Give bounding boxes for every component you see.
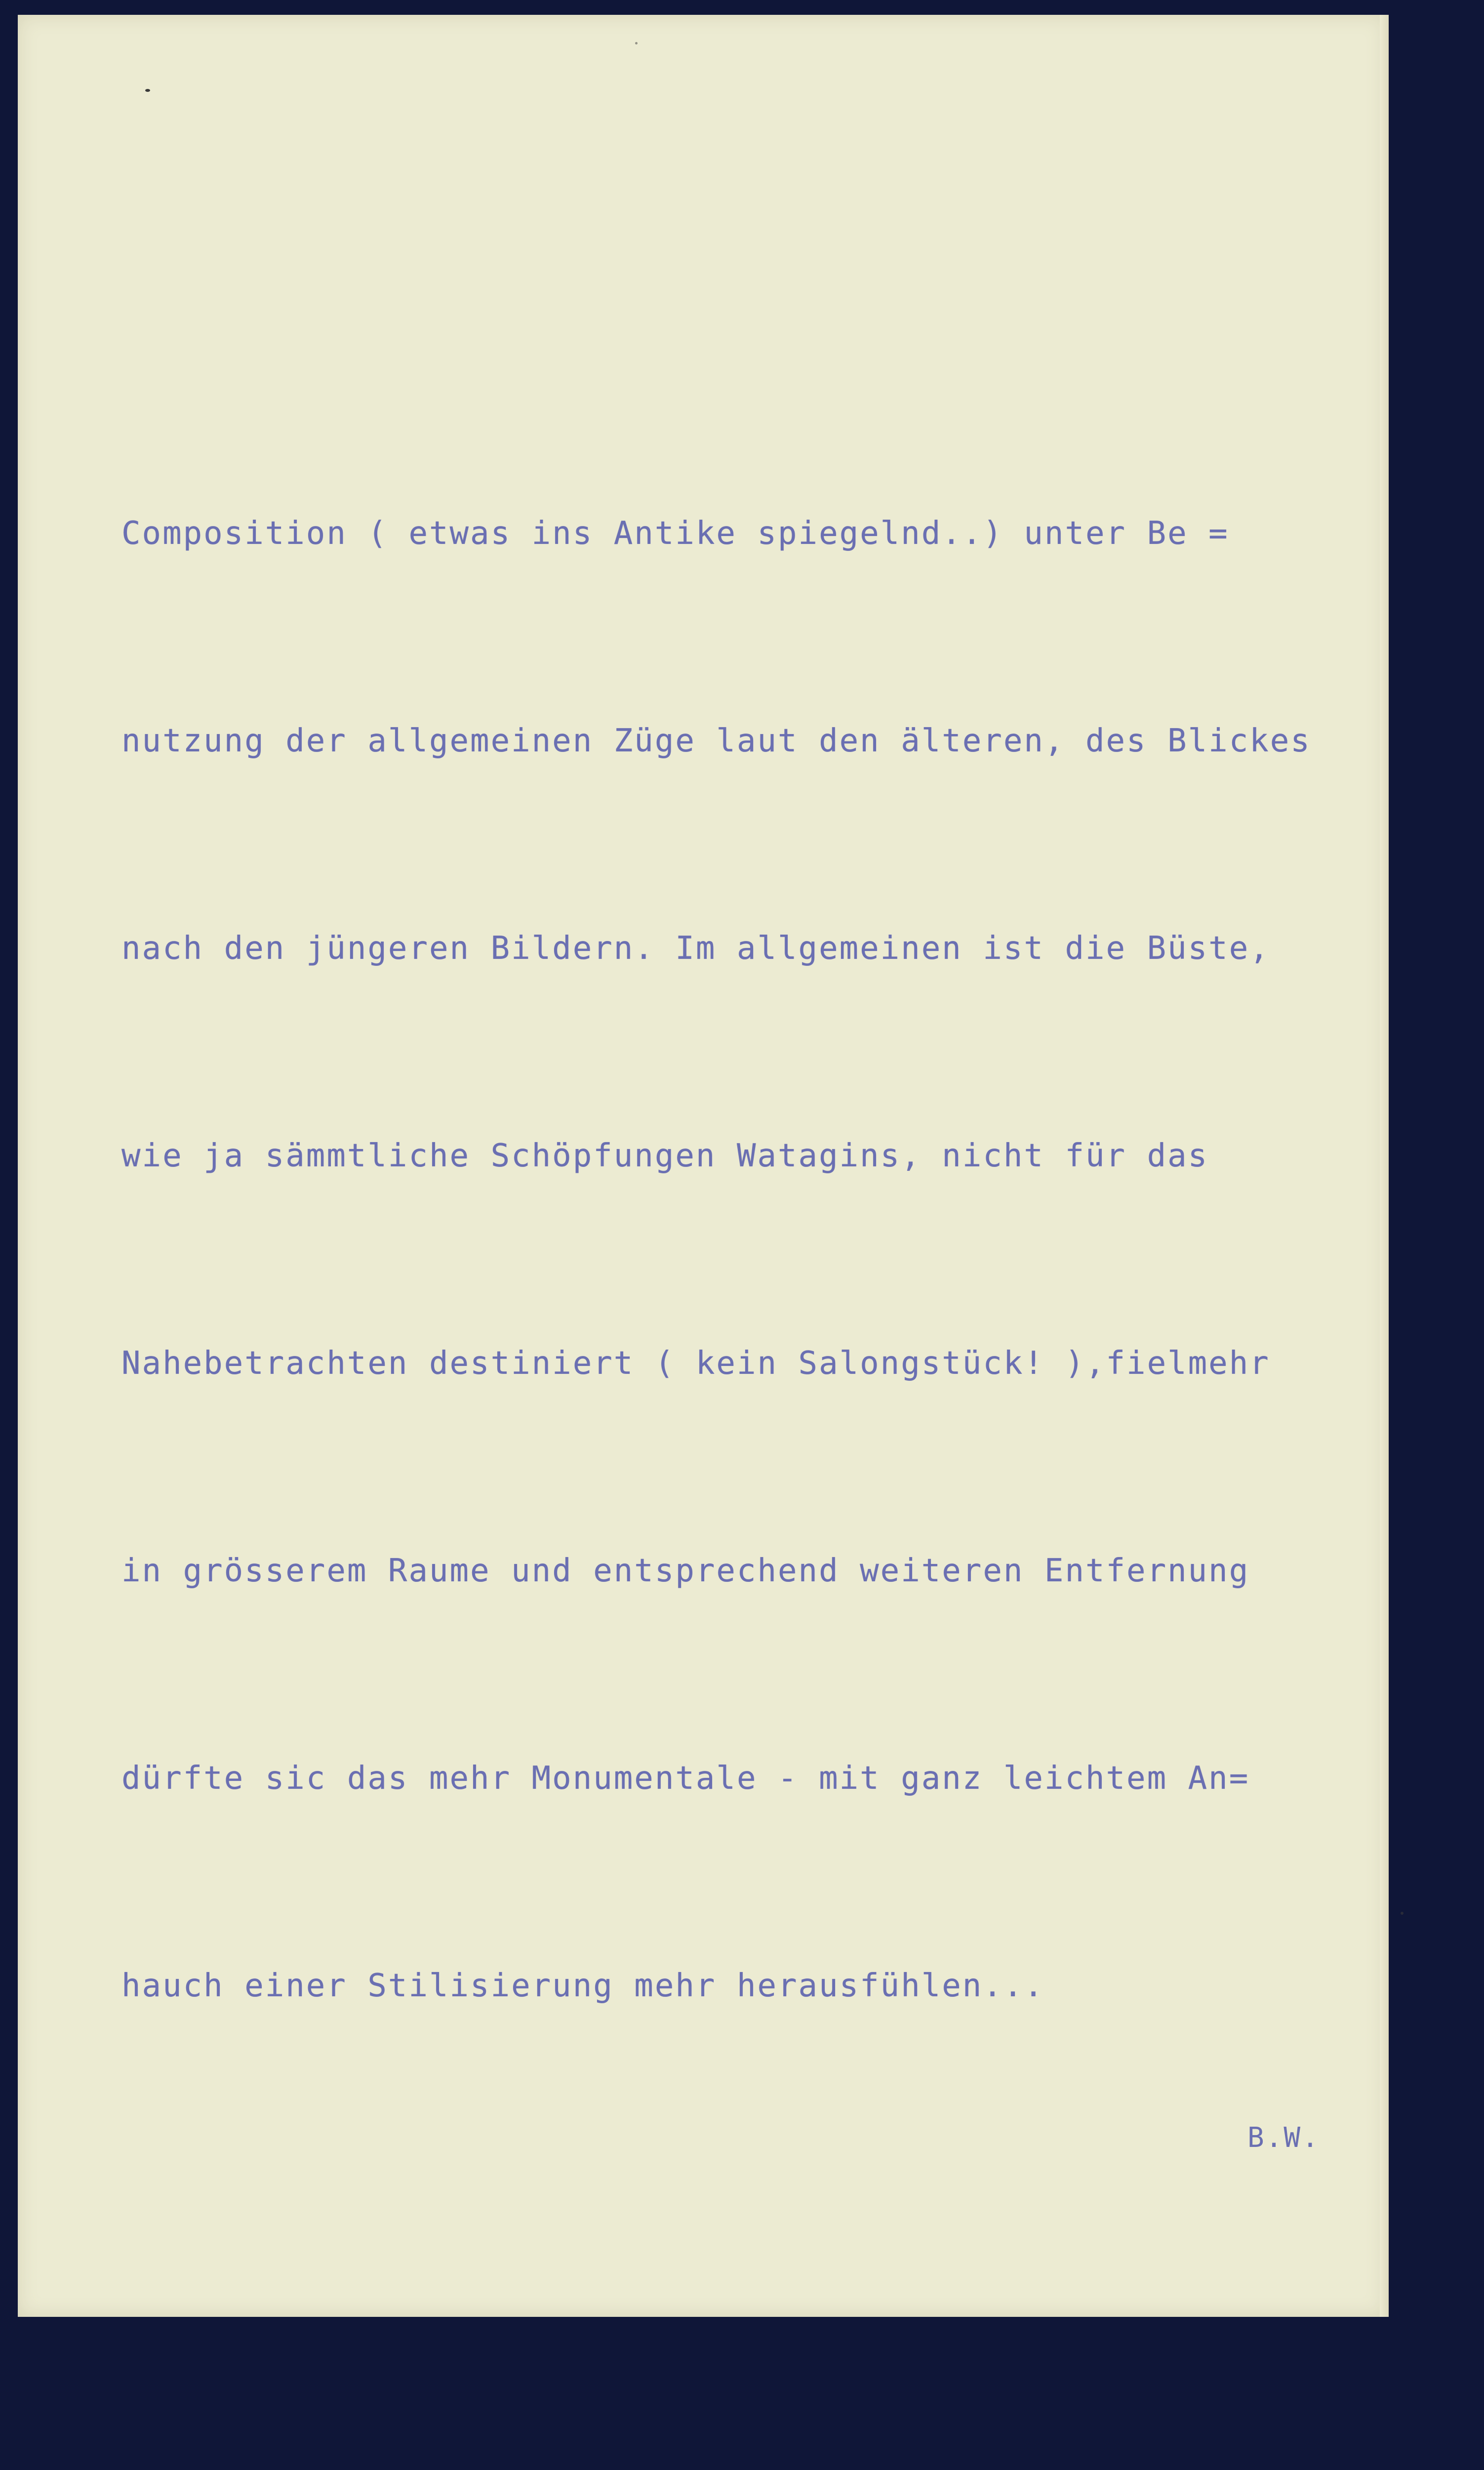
typed-letter-page bbox=[18, 15, 1389, 2317]
ink-speck bbox=[145, 89, 150, 92]
text-line: in grösserem Raume und entsprechend weiteren Entfernung bbox=[121, 1553, 1250, 1589]
letter-body bbox=[121, 222, 1386, 2470]
ink-speck bbox=[635, 42, 638, 44]
text-line: hauch einer Stilisierung mehr herausfühlen... bbox=[121, 1968, 1044, 2004]
text-line: Nahebetrachten destiniert ( kein Salongstück! ),fielmehr bbox=[121, 1345, 1270, 1382]
paragraph-2 bbox=[121, 2450, 1386, 2470]
text-line: nach den jüngeren Bildern. Im allgemeinen ist die Büste, bbox=[121, 930, 1270, 967]
text-line: Composition ( etwas ins Antike spiegelnd..) unter Be = bbox=[121, 515, 1229, 552]
text-line: wie ja sämmtliche Schöpfungen Watagins, nicht für das bbox=[121, 1138, 1209, 1174]
text-line: dürfte sic das mehr Monumentale - mit ganz leichtem An= bbox=[121, 1760, 1250, 1797]
text-line: nutzung der allgemeinen Züge laut den älteren, des Blickes bbox=[121, 723, 1311, 759]
ink-speck bbox=[1401, 1912, 1404, 1915]
signoff-initials: B.W. bbox=[1247, 2122, 1320, 2154]
paragraph-1 bbox=[121, 361, 1386, 2159]
